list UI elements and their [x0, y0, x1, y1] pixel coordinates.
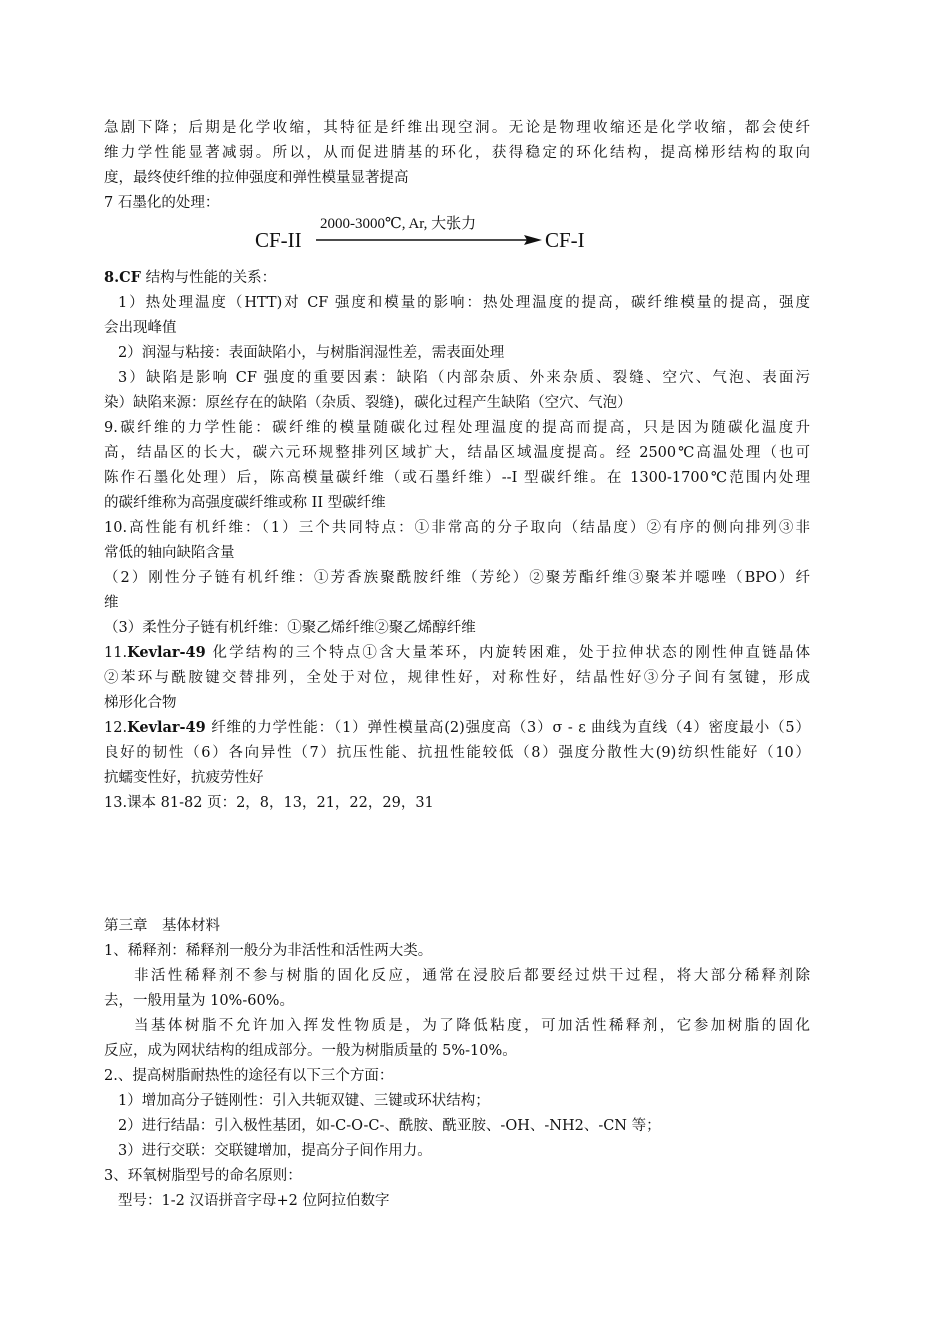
text-line: 维力学性能显著减弱。所以，从而促进腈基的环化，获得稳定的环化结构，提高梯形结构的取向: [104, 145, 810, 161]
reaction-arrow-icon: [316, 234, 542, 246]
kevlar-label: Kevlar-49: [127, 719, 206, 736]
item-11-text: 化学结构的三个特点①含大量苯环，内旋转困难，处于拉伸状态的刚性伸直链晶体: [205, 645, 810, 661]
item-12-title: [104, 716, 810, 740]
item-12-number: 12.: [104, 720, 128, 736]
text-line: 染）缺陷来源：原丝存在的缺陷（杂质、裂缝)，碳化过程产生缺陷（空穴、气泡）: [104, 395, 632, 411]
text-line: 1）增加高分子链刚性：引入共轭双键、三键或环状结构；: [118, 1093, 490, 1109]
item-11-number: 11.: [104, 645, 128, 661]
reactant-label: CF-II: [255, 228, 302, 252]
reaction-equation: [0, 210, 950, 260]
text-line: 常低的轴向缺陷含量: [104, 545, 235, 561]
item-8-title-text: 结构与性能的关系：: [140, 270, 277, 286]
text-line: 10.高性能有机纤维：（1）三个共同特点：①非常高的分子取向（结晶度）②有序的侧向排列③非: [104, 520, 810, 536]
text-line: 度，最终使纤维的拉伸强度和弹性模量显著提高: [104, 170, 409, 186]
item-11-title: [104, 641, 810, 665]
text-line: 高，结晶区的长大，碳六元环规整排列区域扩大，结晶区域温度提高。经 2500℃高温处理（也可: [104, 445, 810, 461]
item-2-title: 2.、提高树脂耐热性的途径有以下三个方面：: [104, 1068, 394, 1084]
text-line: 2）润湿与粘接：表面缺陷小，与树脂润湿性差，需表面处理: [118, 345, 505, 361]
text-line: 抗蠕变性好，抗疲劳性好: [104, 770, 264, 786]
text-line: 急剧下降；后期是化学收缩，其特征是纤维出现空洞。无论是物理收缩还是化学收缩，都会使纤: [104, 120, 810, 136]
text-line: 3）缺陷是影响 CF 强度的重要因素：缺陷（内部杂质、外来杂质、裂缝、空穴、气泡、表面污: [118, 370, 810, 386]
text-line: 会出现峰值: [104, 320, 177, 336]
text-line: （2）刚性分子链有机纤维：①芳香族聚酰胺纤维（芳纶）②聚芳酯纤维③聚苯并噁唑（BPO）纤: [104, 570, 810, 586]
kevlar-label: Kevlar-49: [127, 644, 206, 661]
item-8-title: [104, 266, 810, 290]
heading-graphitization: 7 石墨化的处理：: [104, 195, 220, 211]
product-label: CF-I: [545, 228, 585, 252]
text-line: （3）柔性分子链有机纤维：①聚乙烯纤维②聚乙烯醇纤维: [104, 620, 476, 636]
text-line: 梯形化合物: [104, 695, 177, 711]
text-line: 9.碳纤维的力学性能：碳纤维的模量随碳化过程处理温度的提高而提高，只是因为随碳化温度升: [104, 420, 810, 436]
text-line: 非活性稀释剂不参与树脂的固化反应，通常在浸胶后都要经过烘干过程，将大部分稀释剂除: [134, 968, 810, 984]
item-3-title: 3、环氧树脂型号的命名原则：: [104, 1168, 302, 1184]
chapter-title: 第三章 基体材料: [104, 918, 220, 934]
text-line: 2）进行结晶：引入极性基团，如-C-O-C-、酰胺、酰亚胺、-OH、-NH2、-CN 等；: [118, 1118, 661, 1134]
reaction-condition: 2000-3000℃, Ar, 大张力: [320, 216, 477, 232]
text-line: 的碳纤维称为高强度碳纤维或称 II 型碳纤维: [104, 495, 386, 511]
text-line: 当基体树脂不允许加入挥发性物质是，为了降低粘度，可加活性稀释剂，它参加树脂的固化: [134, 1018, 810, 1034]
text-line: ②苯环与酰胺键交替排列，全处于对位，规律性好，对称性好，结晶性好③分子间有氢键，形成: [104, 670, 810, 686]
text-line: 1）热处理温度（HTT)对 CF 强度和模量的影响：热处理温度的提高，碳纤维模量的提高，强度: [118, 295, 810, 311]
text-line: 型号：1-2 汉语拼音字母+2 位阿拉伯数字: [118, 1193, 390, 1209]
text-line: 3）进行交联：交联键增加，提高分子间作用力。: [118, 1143, 432, 1159]
item-8-number: 8.CF: [104, 269, 141, 286]
text-line: 良好的韧性（6）各向异性（7）抗压性能、抗扭性能较低（8）强度分散性大(9)纺织性能好（10）: [104, 745, 810, 761]
text-line: 反应，成为网状结构的组成部分。一般为树脂质量的 5%-10%。: [104, 1043, 517, 1059]
item-13: 13.课本 81-82 页：2，8，13，21，22，29，31: [104, 795, 434, 811]
item-1-title: 1、稀释剂：稀释剂一般分为非活性和活性两大类。: [104, 943, 433, 959]
text-line: 维: [104, 595, 119, 611]
text-line: 陈作石墨化处理）后，陈高模量碳纤维（或石墨纤维）--I 型碳纤维。在 1300-1700℃范围内处理: [104, 470, 810, 486]
item-12-text: 纤维的力学性能：（1）弹性模量高(2)强度高（3）σ - ε 曲线为直线（4）密度最小（5）: [205, 720, 810, 736]
text-line: 去，一般用量为 10%-60%。: [104, 993, 294, 1009]
